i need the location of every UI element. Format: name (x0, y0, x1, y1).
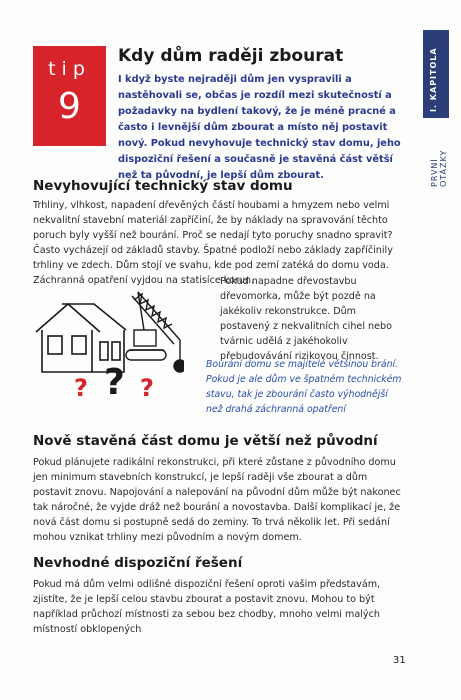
section-text-technical: Trhliny, vlhkost, napadení dřevěných částí houbami a hmyzem nebo velmi nekvalitní stavební materiál zapříčiní, že by náklady na spravování těchto poruch byly vyšší než bourání. Proč se nedají tyto poruchy snadno spravit? Často vycházejí od základů stavby. Špatné podloží nebo základy zapříčinily trhliny ve zdech. Dům stojí ve svahu, kde pod zemí zatéká do domu voda. Záchranná opatření vyjdou na statisíce korun. (33, 200, 393, 286)
tip-title: Kdy dům raději zbourat (118, 46, 344, 66)
question-mark-right: ? (140, 374, 154, 402)
section-heading-technical: Nevyhovující technický stav domu (33, 178, 293, 194)
chapter-tab-label: I. KAPITOLA (429, 47, 438, 112)
question-mark-center: ? (104, 362, 125, 403)
crane-icon (126, 292, 184, 372)
section-heading-new-part: Nově stavěná část domu je větší než původní (33, 433, 378, 449)
tip-box (33, 46, 106, 146)
section-text-new-part: Pokud plánujete radikální rekonstrukci, při které zůstane z původního domu jen minimum stavebních konstrukcí, je lepší raději vše zbourat a dům postavit znovu. Napojování a nalepování na původní dům může být nakonec tak náročné, že vyjde dráž než bourání a novostavba. Další komplikací je, že nová část domu si postupně sedá do zeminy. To trvá několik let. Při sedání mohou vznikat trhliny mezi původním a novým domem. (33, 457, 401, 543)
section-text-technical-wrap: Pokud napadne dřevostavbu dřevomorka, může být pozdě na jakékoliv rekonstrukce. Dům postavený z nekvalitních cihel nebo tvárnic udělá z jakéhokoliv přebudovávání rizikovou činnost. (220, 276, 392, 362)
chapter-subtitle: PRVNÍ OTÁZKY (430, 149, 448, 187)
tip-lead: I když byste nejraději dům jen vyspravili a nastěhovali se, občas je rozdíl mezi skutečností a požadavky na bydlení takový, že je méně pracné a často i levnější dům zbourat a místo něj postavit nový. Pokud nevyhovuje technický stav domu, jeho dispoziční řešení a současně je stavěná část větší než ta původní, je lepší dům zbourat. (118, 74, 401, 181)
page-number: 31 (393, 655, 406, 666)
tip-number: 9 (58, 86, 81, 127)
section-text-layout: Pokud má dům velmi odlišné dispoziční řešení oproti vašim představám, zjistíte, že je lepší celou stavbu zbourat a postavit znovu. Mohou to být například průchozí místnosti za sebou bez chodby, mnoho velmi malých místností obklopených (33, 579, 381, 635)
question-mark-left: ? (74, 374, 88, 402)
pull-quote: Bourání domu se majitelé většinou brání. Pokud je ale dům ve špatném technickém stavu, tak je zbourání často výhodnější než drahá záchranná opatření (206, 359, 402, 415)
tip-label: tip (48, 58, 91, 80)
section-heading-layout: Nevhodné dispoziční řešení (33, 555, 243, 571)
